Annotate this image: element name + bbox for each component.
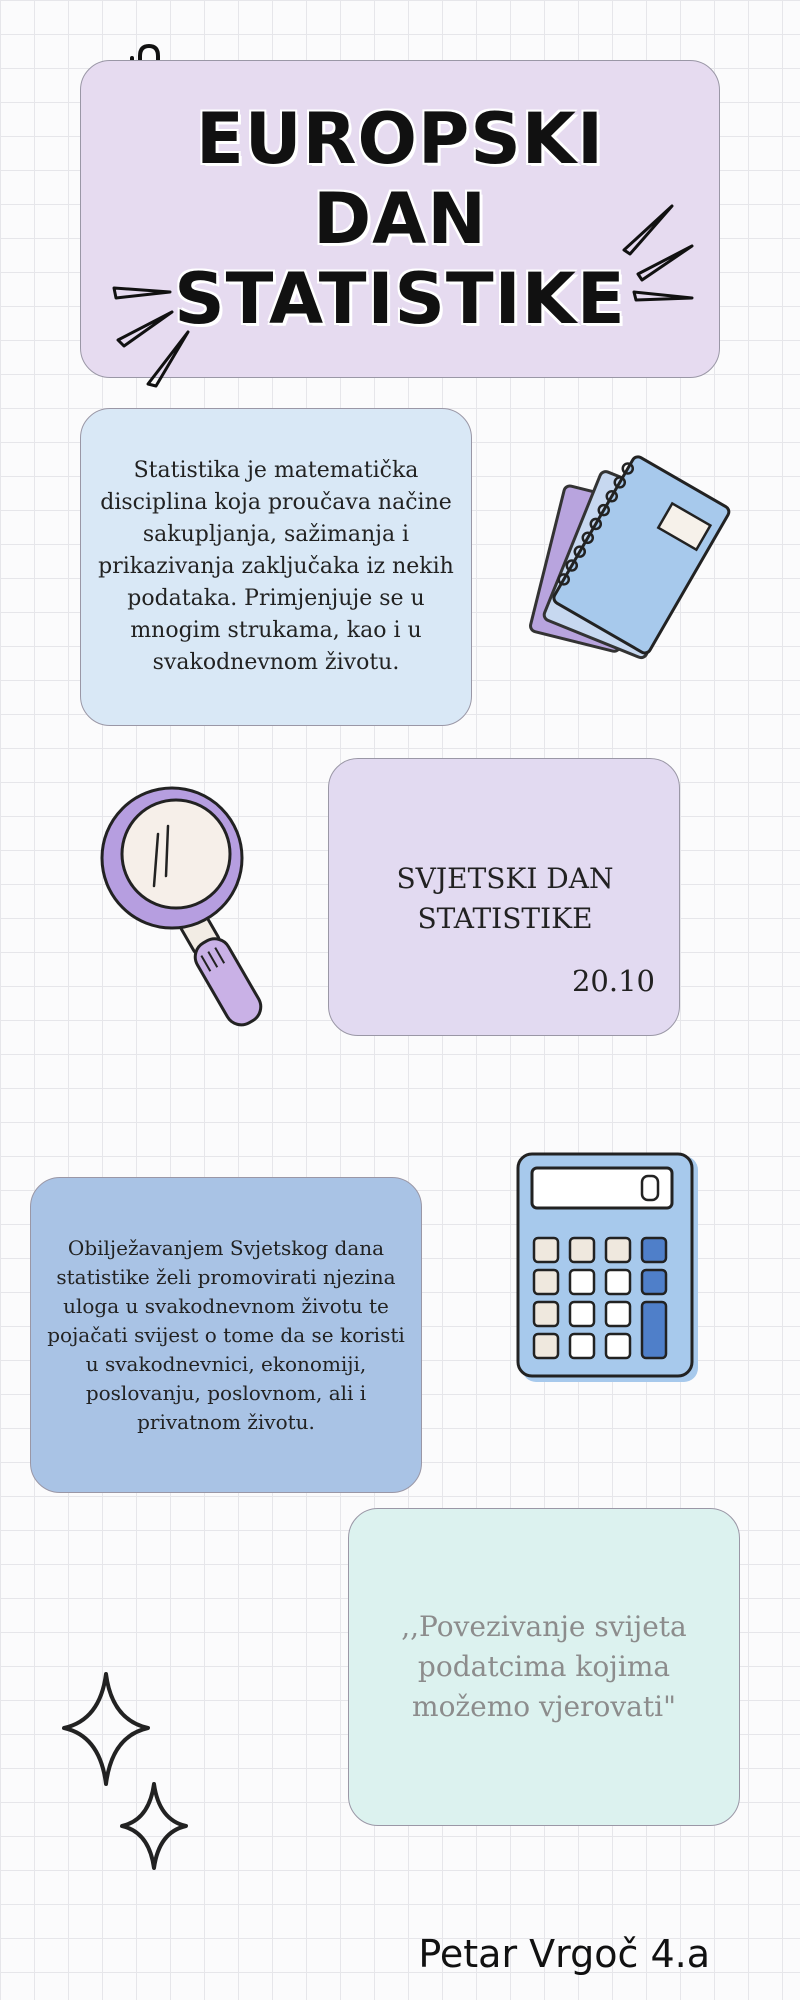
purpose-card bbox=[30, 1177, 422, 1493]
title-line-2: DAN bbox=[313, 178, 487, 260]
quote-text: ,,Povezivanje svijeta podatcima kojima možemo vjerovati" bbox=[401, 1610, 687, 1723]
magnifier-icon bbox=[100, 786, 280, 1046]
world-day-card bbox=[328, 758, 680, 1036]
world-day-title: SVJETSKI DAN STATISTIKE bbox=[396, 862, 614, 935]
sparkle-small-icon bbox=[118, 1780, 190, 1872]
sparkle-icon bbox=[60, 1670, 152, 1788]
author-signature: Petar Vrgoč 4.a bbox=[418, 1932, 710, 1976]
intro-text: Statistika je matematička disciplina koja proučava načine sakupljanja, sažimanja i prikazivanja zaključaka iz nekih podataka. Primjenjuje se u mnogim strukama, kao i u svakodnevnom životu. bbox=[98, 458, 454, 675]
notebook-icon bbox=[505, 462, 710, 672]
title-line-3: STATISTIKE bbox=[174, 258, 626, 340]
world-day-date: 20.10 bbox=[571, 964, 655, 998]
purpose-text: Obilježavanjem Svjetskog dana statistike želi promovirati njezina uloga u svakodnevnom životu te pojačati svijest o tome da se koristi u svakodnevnici, ekonomiji, poslovanju, poslovnom, ali i privatnom životu. bbox=[47, 1235, 405, 1434]
title-line-1: EUROPSKI bbox=[195, 98, 605, 180]
calculator-icon bbox=[516, 1152, 700, 1384]
accent-strokes-left-icon bbox=[112, 280, 192, 390]
intro-card bbox=[80, 408, 472, 726]
accent-strokes-right-icon bbox=[620, 200, 700, 310]
quote-card bbox=[348, 1508, 740, 1826]
